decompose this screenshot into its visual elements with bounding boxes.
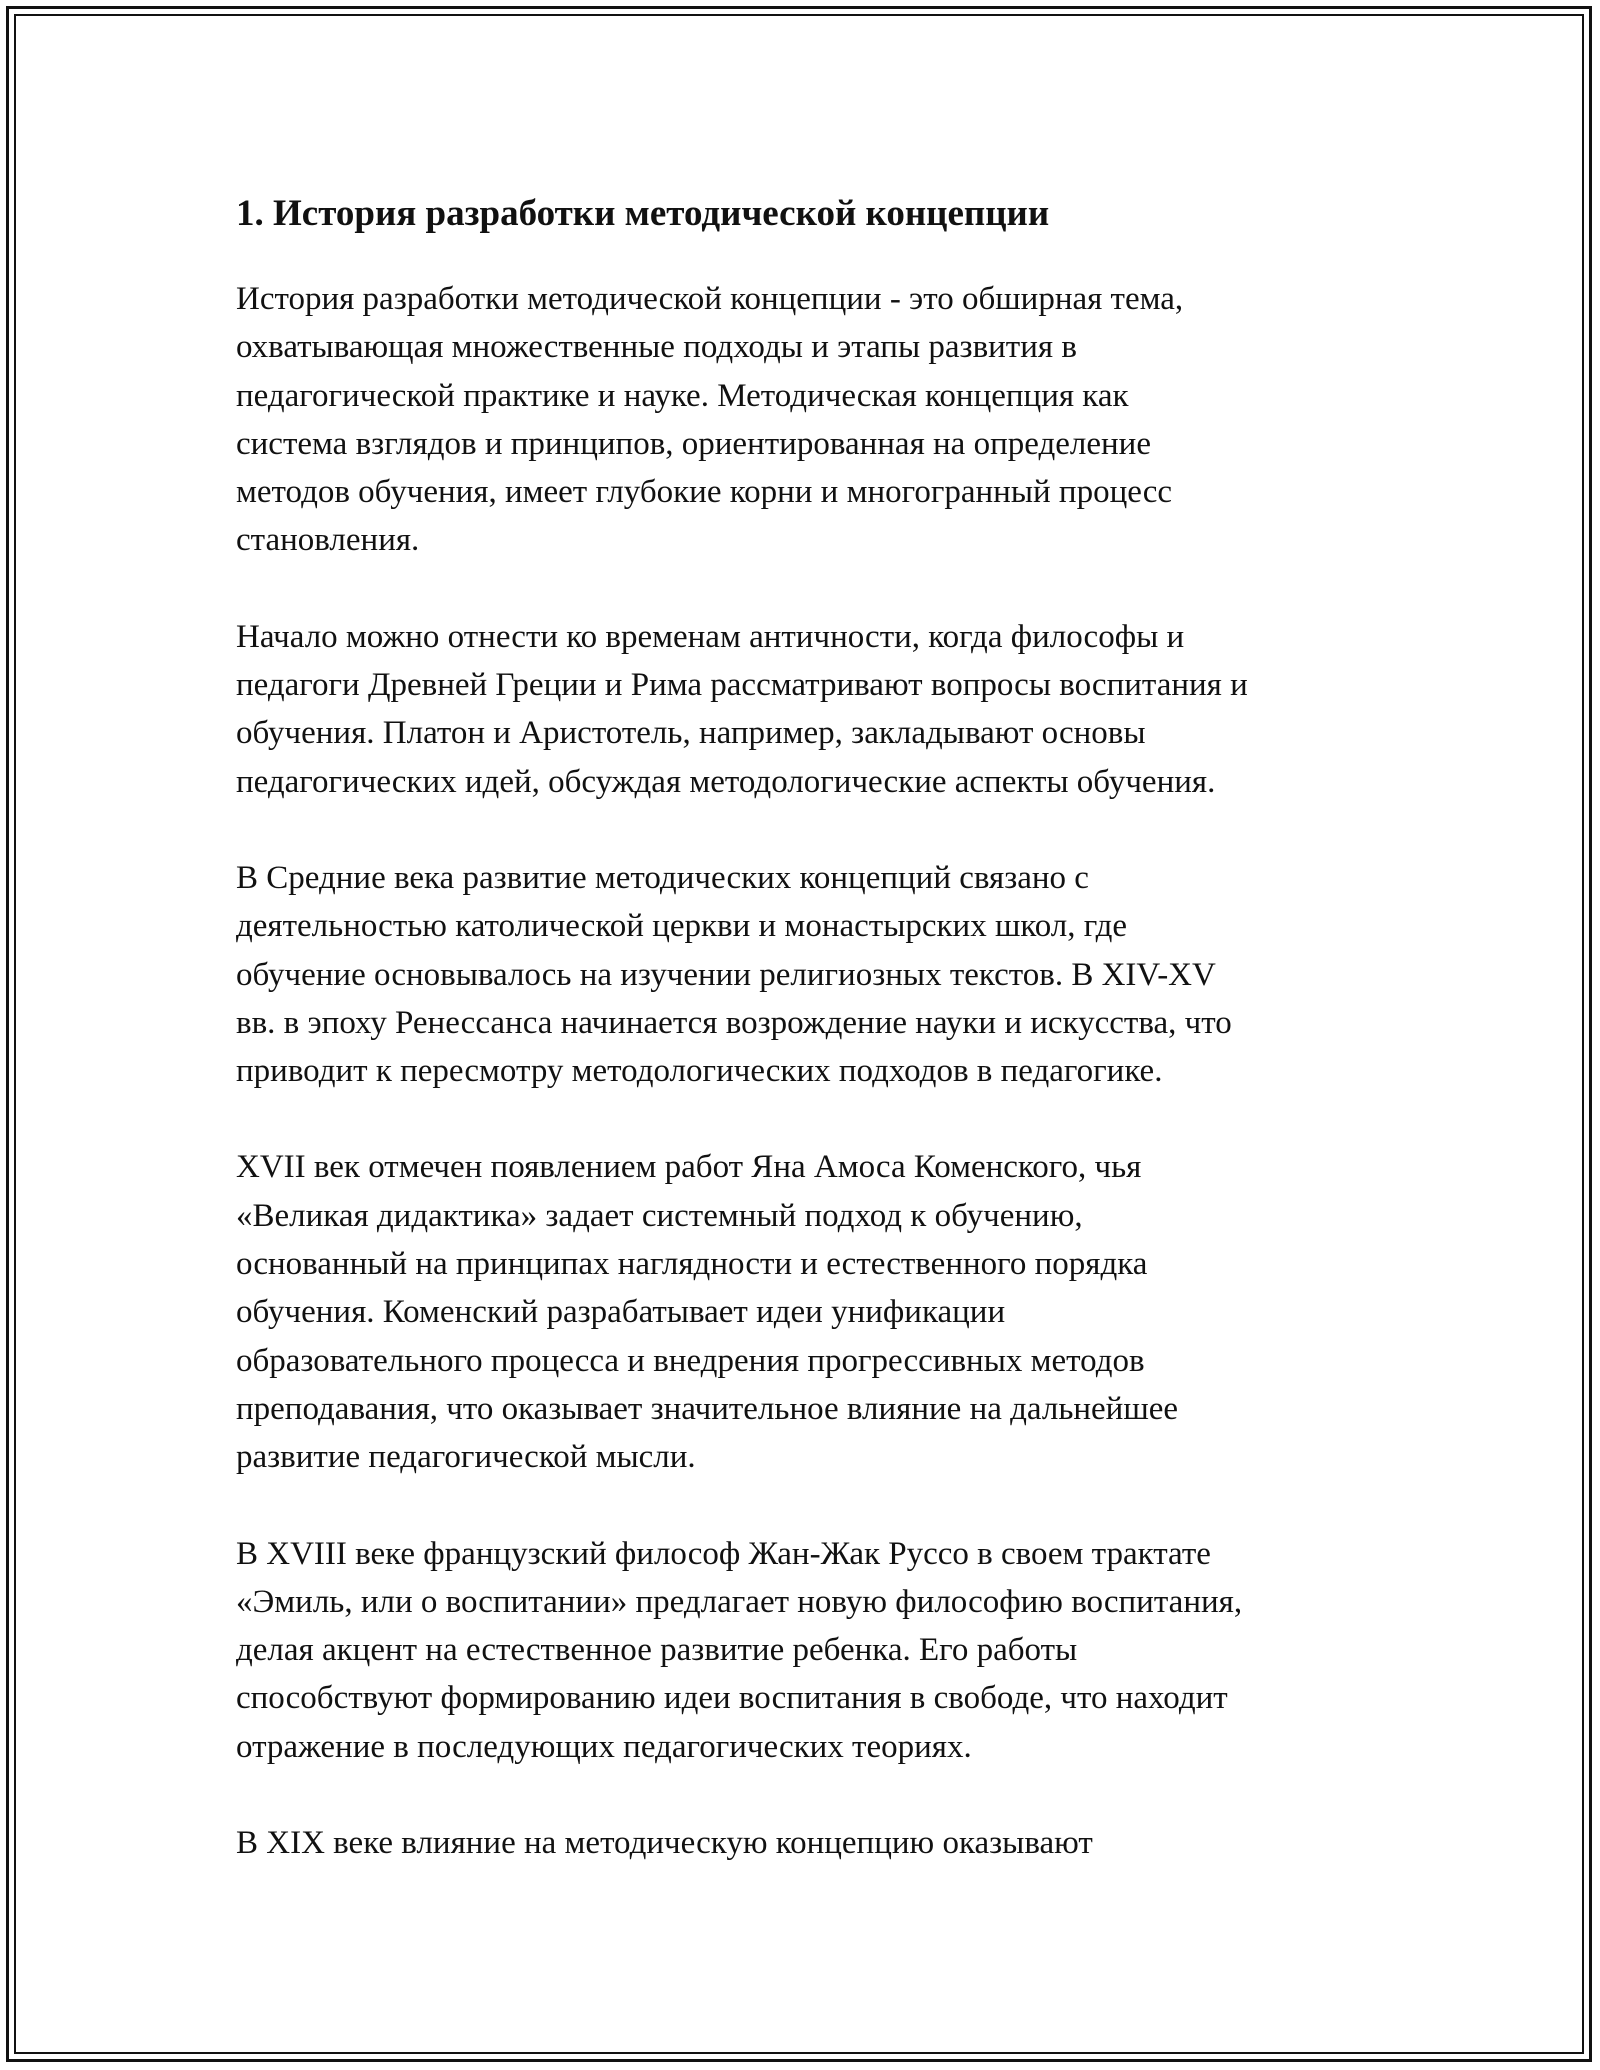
paragraph-17th-century: XVII век отмечен появлением работ Яна Амоса Коменского, чья «Великая дидактика» задает системный подход к обучению, основанный на принципах наглядности и естественного порядка обучения. Коменский разрабатывает идеи унификации образовательного процесса и внедрения прогрессивных методов преподавания, что оказывает значительное влияние на дальнейшее развитие педагогической мысли. (236, 1149, 1179, 1476)
paragraph-antiquity: Начало можно отнести ко временам античности, когда философы и педагоги Древней Греции и Рима рассматривают вопросы воспитания и обучения. Платон и Аристотель, например, закладывают основы педагогических идей, обсуждая методологические аспекты обучения. (236, 618, 1248, 800)
paragraph-intro: История разработки методической концепции - это обширная тема, охватывающая множественные подходы и этапы развития в педагогической практике и науке. Методическая концепция как система взглядов и принципов, ориентированная на определение методов обучения, имеет глубокие корни и многогранный процесс становления. (236, 281, 1184, 559)
paragraph-18th-century: В XVIII веке французский философ Жан-Жак Руссо в своем трактате «Эмиль, или о воспитании» предлагает новую философию воспитания, делая акцент на естественное развитие ребенка. Его работы способствуют формированию идеи воспитания в свободе, что находит отражение в последующих педагогических теориях. (236, 1535, 1243, 1765)
paragraph-19th-century: В XIX веке влияние на методическую концепцию оказывают (236, 1825, 1093, 1862)
document-body (236, 183, 1376, 1915)
paragraph-middle-ages: В Средние века развитие методических концепций связано с деятельностью католической церкви и монастырских школ, где обучение основывалось на изучении религиозных текстов. В XIV-XV вв. в эпоху Ренессанса начинается возрождение науки и искусства, что приводит к пересмотру методологических подходов в педагогике. (236, 859, 1232, 1090)
section-title: 1. История разработки методической концепции (236, 193, 1050, 234)
